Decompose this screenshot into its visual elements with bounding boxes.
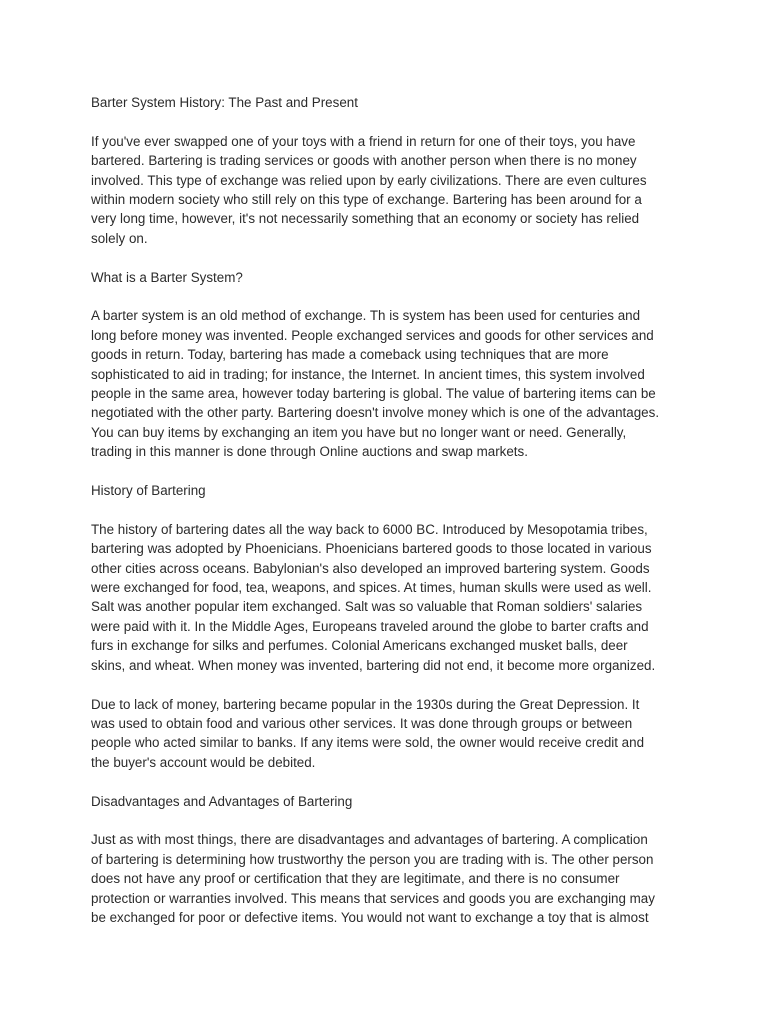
text-line: was used to obtain food and various other services. It was done through groups or between (91, 715, 633, 731)
text-line: within modern society who still rely on this type of exchange. Bartering has been around for a (91, 192, 642, 208)
spacer (91, 462, 691, 481)
text-line: skins, and wheat. When money was invented, bartering did not end, it become more organized. (91, 657, 656, 673)
history-paragraph-1 (91, 520, 691, 675)
text-line: If you've ever swapped one of your toys with a friend in return for one of their toys, you have (91, 133, 636, 149)
text-line: of bartering is determining how trustworthy the person you are trading with is. The other person (91, 851, 654, 867)
text-line: the buyer's account would be debited. (91, 754, 316, 770)
intro-paragraph (91, 132, 691, 248)
text-line: long before money was invented. People exchanged services and goods for other services and (91, 327, 654, 343)
text-line: were paid with it. In the Middle Ages, Europeans traveled around the globe to barter crafts and (91, 618, 649, 634)
text-line: be exchanged for poor or defective items. You would not want to exchange a toy that is almost (91, 909, 649, 925)
history-paragraph-2 (91, 695, 691, 773)
text-line: goods in return. Today, bartering has made a comeback using techniques that are more (91, 347, 609, 363)
section-heading-barter-system: What is a Barter System? (91, 269, 243, 285)
text-line: The history of bartering dates all the way back to 6000 BC. Introduced by Mesopotamia tribes, (91, 521, 648, 537)
document-title: Barter System History: The Past and Present (91, 95, 358, 110)
spacer (91, 675, 691, 694)
spacer (91, 811, 691, 830)
text-line: Salt was another popular item exchanged. Salt was so valuable that Roman soldiers' salaries (91, 599, 643, 615)
section-heading-disadvantages-advantages: Disadvantages and Advantages of Bartering (91, 793, 353, 809)
text-line: bartered. Bartering is trading services or goods with another person when there is no money (91, 153, 637, 169)
text-line: solely on. (91, 230, 148, 246)
text-line: other cities across oceans. Babylonian's also developed an improved bartering system. Goods (91, 560, 650, 576)
spacer (91, 112, 691, 131)
text-line: involved. This type of exchange was relied upon by early civilizations. There are even cultures (91, 172, 647, 188)
disadvantages-paragraph (91, 830, 691, 927)
text-line: does not have any proof or certification that they are legitimate, and there is no consumer (91, 871, 620, 887)
spacer (91, 287, 691, 306)
text-line: trading in this manner is done through Online auctions and swap markets. (91, 444, 528, 460)
text-line: very long time, however, it's not necessarily something that an economy or society has relied (91, 211, 640, 227)
document-page (91, 93, 691, 927)
text-line: bartering was adopted by Phoenicians. Phoenicians bartered goods to those located in various (91, 541, 652, 557)
text-line: people in the same area, however today bartering is global. The value of bartering items can be (91, 386, 656, 402)
spacer (91, 500, 691, 519)
section-heading-history: History of Bartering (91, 483, 206, 499)
text-line: A barter system is an old method of exchange. Th is system has been used for centuries and (91, 308, 641, 324)
spacer (91, 248, 691, 267)
text-line: negotiated with the other party. Bartering doesn't involve money which is one of the advantages. (91, 405, 660, 421)
text-line: people who acted similar to banks. If any items were sold, the owner would receive credit and (91, 735, 645, 751)
text-line: Just as with most things, there are disadvantages and advantages of bartering. A complication (91, 832, 648, 848)
text-line: sophisticated to aid in trading; for instance, the Internet. In ancient times, this system involved (91, 366, 645, 382)
text-line: You can buy items by exchanging an item you have but no longer want or need. Generally, (91, 424, 627, 440)
barter-system-paragraph (91, 306, 691, 461)
text-line: Due to lack of money, bartering became popular in the 1930s during the Great Depression. It (91, 696, 640, 712)
text-line: protection or warranties involved. This means that services and goods you are exchanging may (91, 890, 655, 906)
text-line: were exchanged for food, tea, weapons, and spices. At times, human skulls were used as well. (91, 580, 652, 596)
text-line: furs in exchange for silks and perfumes. Colonial Americans exchanged musket balls, deer (91, 638, 628, 654)
spacer (91, 772, 691, 791)
